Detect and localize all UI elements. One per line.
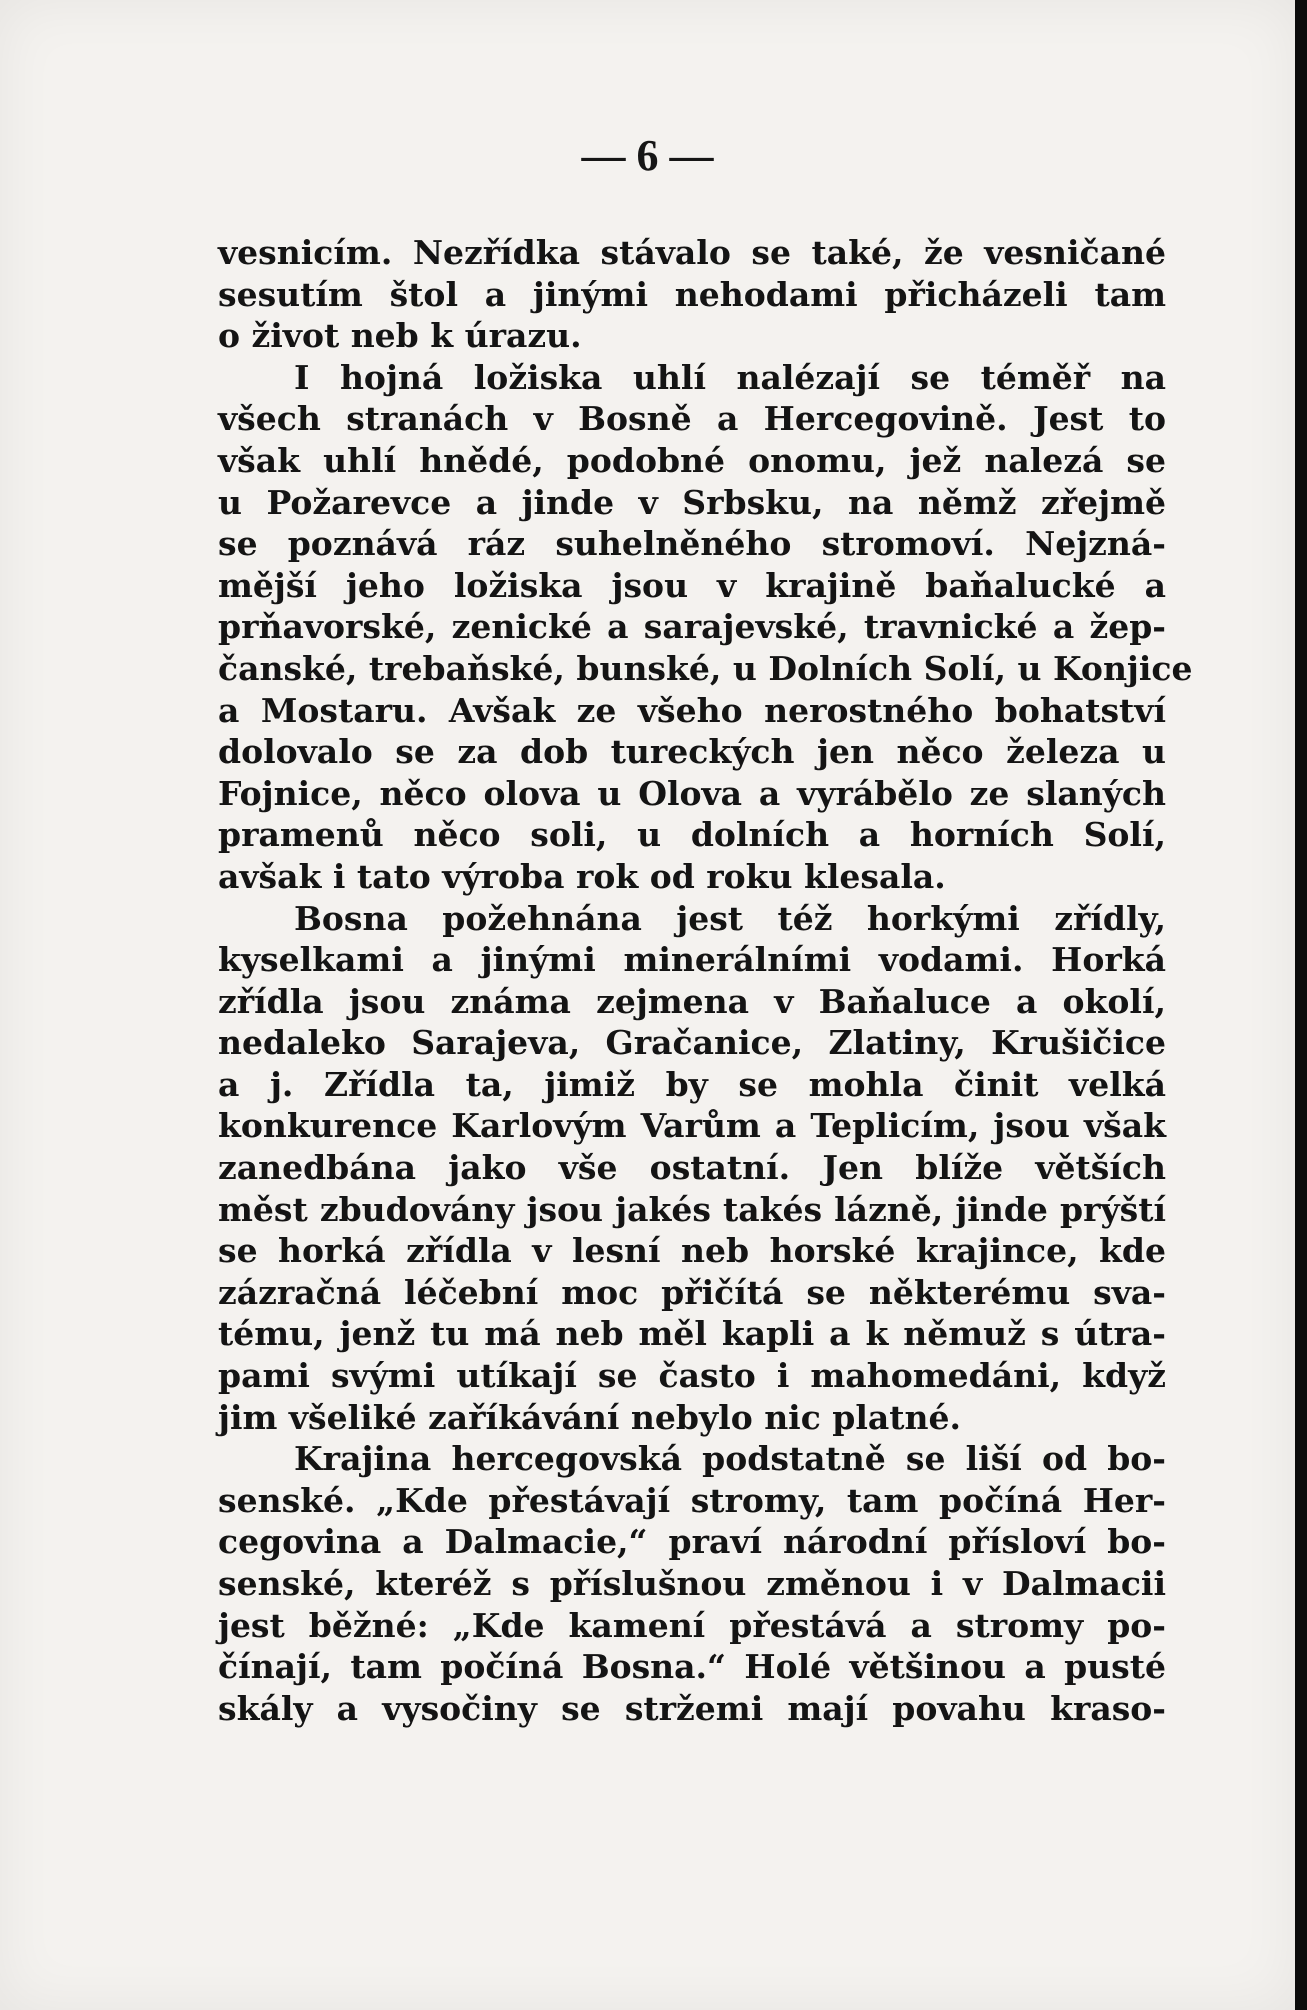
text-line: čanské, trebaňské, bunské, u Dolních Solí, u Konjice <box>218 648 1193 688</box>
text-line: Krajina hercegovská podstatně se liší od bo- <box>294 1439 1166 1479</box>
page-edge-shadow <box>1295 0 1307 2010</box>
text-line: pramenů něco soli, u dolních a horních Solí, <box>218 815 1166 855</box>
text-line: cegovina a Dalmacie,“ praví národní přísloví bo- <box>218 1522 1166 1562</box>
text-line: se poznává ráz suhelněného stromoví. Nejzná- <box>218 524 1166 564</box>
text-line: vesnicím. Nezřídka stávalo se také, že vesničané <box>218 233 1166 272</box>
text-line: tému, jenž tu má neb měl kapli a k němuž s útra- <box>218 1314 1166 1354</box>
text-line: sesutím štol a jinými nehodami přicházeli tam <box>218 274 1166 314</box>
text-line: a j. Zřídla ta, jimiž by se mohla činit velká <box>218 1064 1166 1104</box>
page-number: — 6 — <box>581 131 714 180</box>
text-line: konkurence Karlovým Varům a Teplicím, jsou však <box>218 1106 1166 1146</box>
text-line: o život neb k úrazu. <box>218 316 582 356</box>
text-line: se horká zřídla v lesní neb horské krajince, kde <box>218 1231 1166 1271</box>
text-line: zázračná léčební moc přičítá se některému sva- <box>218 1272 1166 1312</box>
text-line: měst zbudovány jsou jakés takés lázně, jinde prýští <box>218 1189 1166 1229</box>
text-line: prňavorské, zenické a sarajevské, travnické a žep- <box>218 607 1166 647</box>
text-line: nedaleko Sarajeva, Gračanice, Zlatiny, Krušičice <box>218 1023 1166 1063</box>
text-line: však uhlí hnědé, podobné onomu, jež nalezá se <box>218 440 1166 480</box>
text-line: všech stranách v Bosně a Hercegovině. Jest to <box>218 399 1166 439</box>
text-line: a Mostaru. Avšak ze všeho nerostného bohatství <box>218 690 1166 730</box>
text-line: mější jeho ložiska jsou v krajině baňalucké a <box>218 565 1166 605</box>
text-line: I hojná ložiska uhlí nalézají se téměř na <box>294 357 1166 397</box>
text-line: senské, kteréž s příslušnou změnou i v Dalmacii <box>218 1564 1166 1603</box>
text-line: avšak i tato výroba rok od roku klesala. <box>218 856 946 896</box>
body-text <box>218 232 1193 1729</box>
text-line: pami svými utíkají se často i mahomedáni, když <box>218 1356 1166 1396</box>
text-line: dolovalo se za dob tureckých jen něco železa u <box>218 732 1166 772</box>
text-line: kyselkami a jinými minerálními vodami. Horká <box>218 940 1166 980</box>
text-line: Fojnice, něco olova u Olova a vyrábělo ze slaných <box>218 773 1166 813</box>
text-line: zanedbána jako vše ostatní. Jen blíže větších <box>218 1148 1166 1188</box>
text-line: senské. „Kde přestávají stromy, tam počíná Her- <box>218 1480 1166 1520</box>
text-line: skály a vysočiny se stržemi mají povahu kraso- <box>218 1688 1166 1728</box>
text-line: Bosna požehnána jest též horkými zřídly, <box>294 898 1166 938</box>
text-line: jim všeliké zaříkávání nebylo nic platné. <box>218 1397 962 1437</box>
text-line: jest běžné: „Kde kamení přestává a stromy po- <box>218 1605 1166 1645</box>
text-line: čínají, tam počíná Bosna.“ Holé většinou a pusté <box>218 1647 1166 1687</box>
text-line: u Požarevce a jinde v Srbsku, na němž zřejmě <box>218 482 1166 522</box>
text-line: zřídla jsou známa zejmena v Baňaluce a okolí, <box>218 981 1166 1021</box>
